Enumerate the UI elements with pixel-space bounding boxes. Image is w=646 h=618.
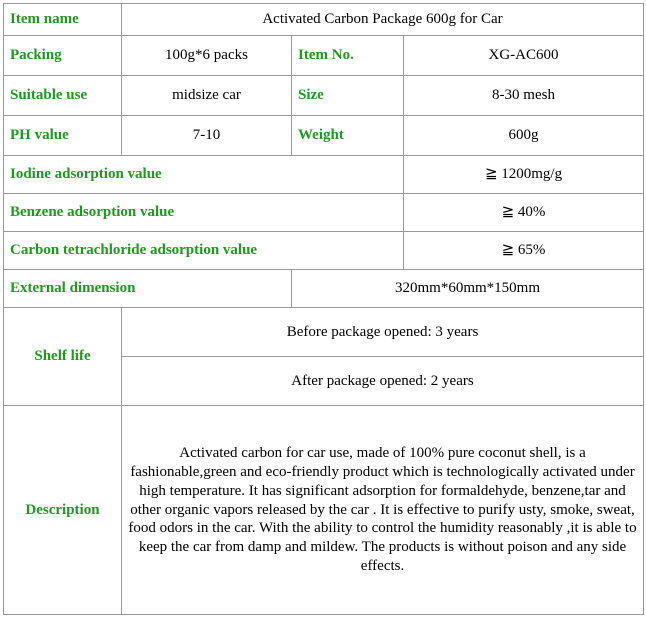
table-row bbox=[4, 76, 644, 116]
row-label-shelf-life: Shelf life bbox=[4, 308, 122, 406]
row-label-external-dimension: External dimension bbox=[4, 270, 292, 308]
table-row bbox=[4, 116, 644, 156]
row-label-ph-value: PH value bbox=[4, 116, 122, 156]
product-specification-table bbox=[3, 3, 644, 615]
row-value-iodine-adsorption: ≧ 1200mg/g bbox=[404, 156, 644, 194]
row-label-description: Description bbox=[4, 406, 122, 615]
shelf-life-after-opened: After package opened: 2 years bbox=[122, 357, 644, 406]
table-row bbox=[4, 36, 644, 76]
row-value-description: Activated carbon for car use, made of 100% pure coconut shell, is a fashionable,green and eco-friendly product which is technologically activated under high temperature. It has significant adsorption for formaldehyde, benzene,tar and other organic vapors released by the car . It is effective to purify usty, smoke, sweat, food odors in the car. With the ability to control the humidity reasonably ,it is able to keep the car from damp and mildew. The products is without poison and any side effects. bbox=[122, 406, 644, 615]
row-label-iodine-adsorption: Iodine adsorption value bbox=[4, 156, 404, 194]
table-row bbox=[4, 194, 644, 232]
table-row bbox=[4, 406, 644, 615]
row-value-carbon-tetrachloride-adsorption: ≧ 65% bbox=[404, 232, 644, 270]
row-value-benzene-adsorption: ≧ 40% bbox=[404, 194, 644, 232]
table-row bbox=[4, 270, 644, 308]
row-label-item-no: Item No. bbox=[292, 36, 404, 76]
row-label-size: Size bbox=[292, 76, 404, 116]
row-value-external-dimension: 320mm*60mm*150mm bbox=[292, 270, 644, 308]
row-label-item-name: Item name bbox=[4, 4, 122, 36]
row-label-carbon-tetrachloride-adsorption: Carbon tetrachloride adsorption value bbox=[4, 232, 404, 270]
row-value-suitable-use: midsize car bbox=[122, 76, 292, 116]
row-value-weight: 600g bbox=[404, 116, 644, 156]
row-value-item-name: Activated Carbon Package 600g for Car bbox=[122, 4, 644, 36]
table-row bbox=[4, 232, 644, 270]
row-value-item-no: XG-AC600 bbox=[404, 36, 644, 76]
shelf-life-before-opened: Before package opened: 3 years bbox=[122, 308, 644, 357]
row-value-size: 8-30 mesh bbox=[404, 76, 644, 116]
row-label-packing: Packing bbox=[4, 36, 122, 76]
table-row bbox=[4, 156, 644, 194]
row-value-ph-value: 7-10 bbox=[122, 116, 292, 156]
row-label-benzene-adsorption: Benzene adsorption value bbox=[4, 194, 404, 232]
table-row bbox=[4, 308, 644, 357]
row-label-suitable-use: Suitable use bbox=[4, 76, 122, 116]
row-label-weight: Weight bbox=[292, 116, 404, 156]
row-value-packing: 100g*6 packs bbox=[122, 36, 292, 76]
table-row bbox=[4, 4, 644, 36]
